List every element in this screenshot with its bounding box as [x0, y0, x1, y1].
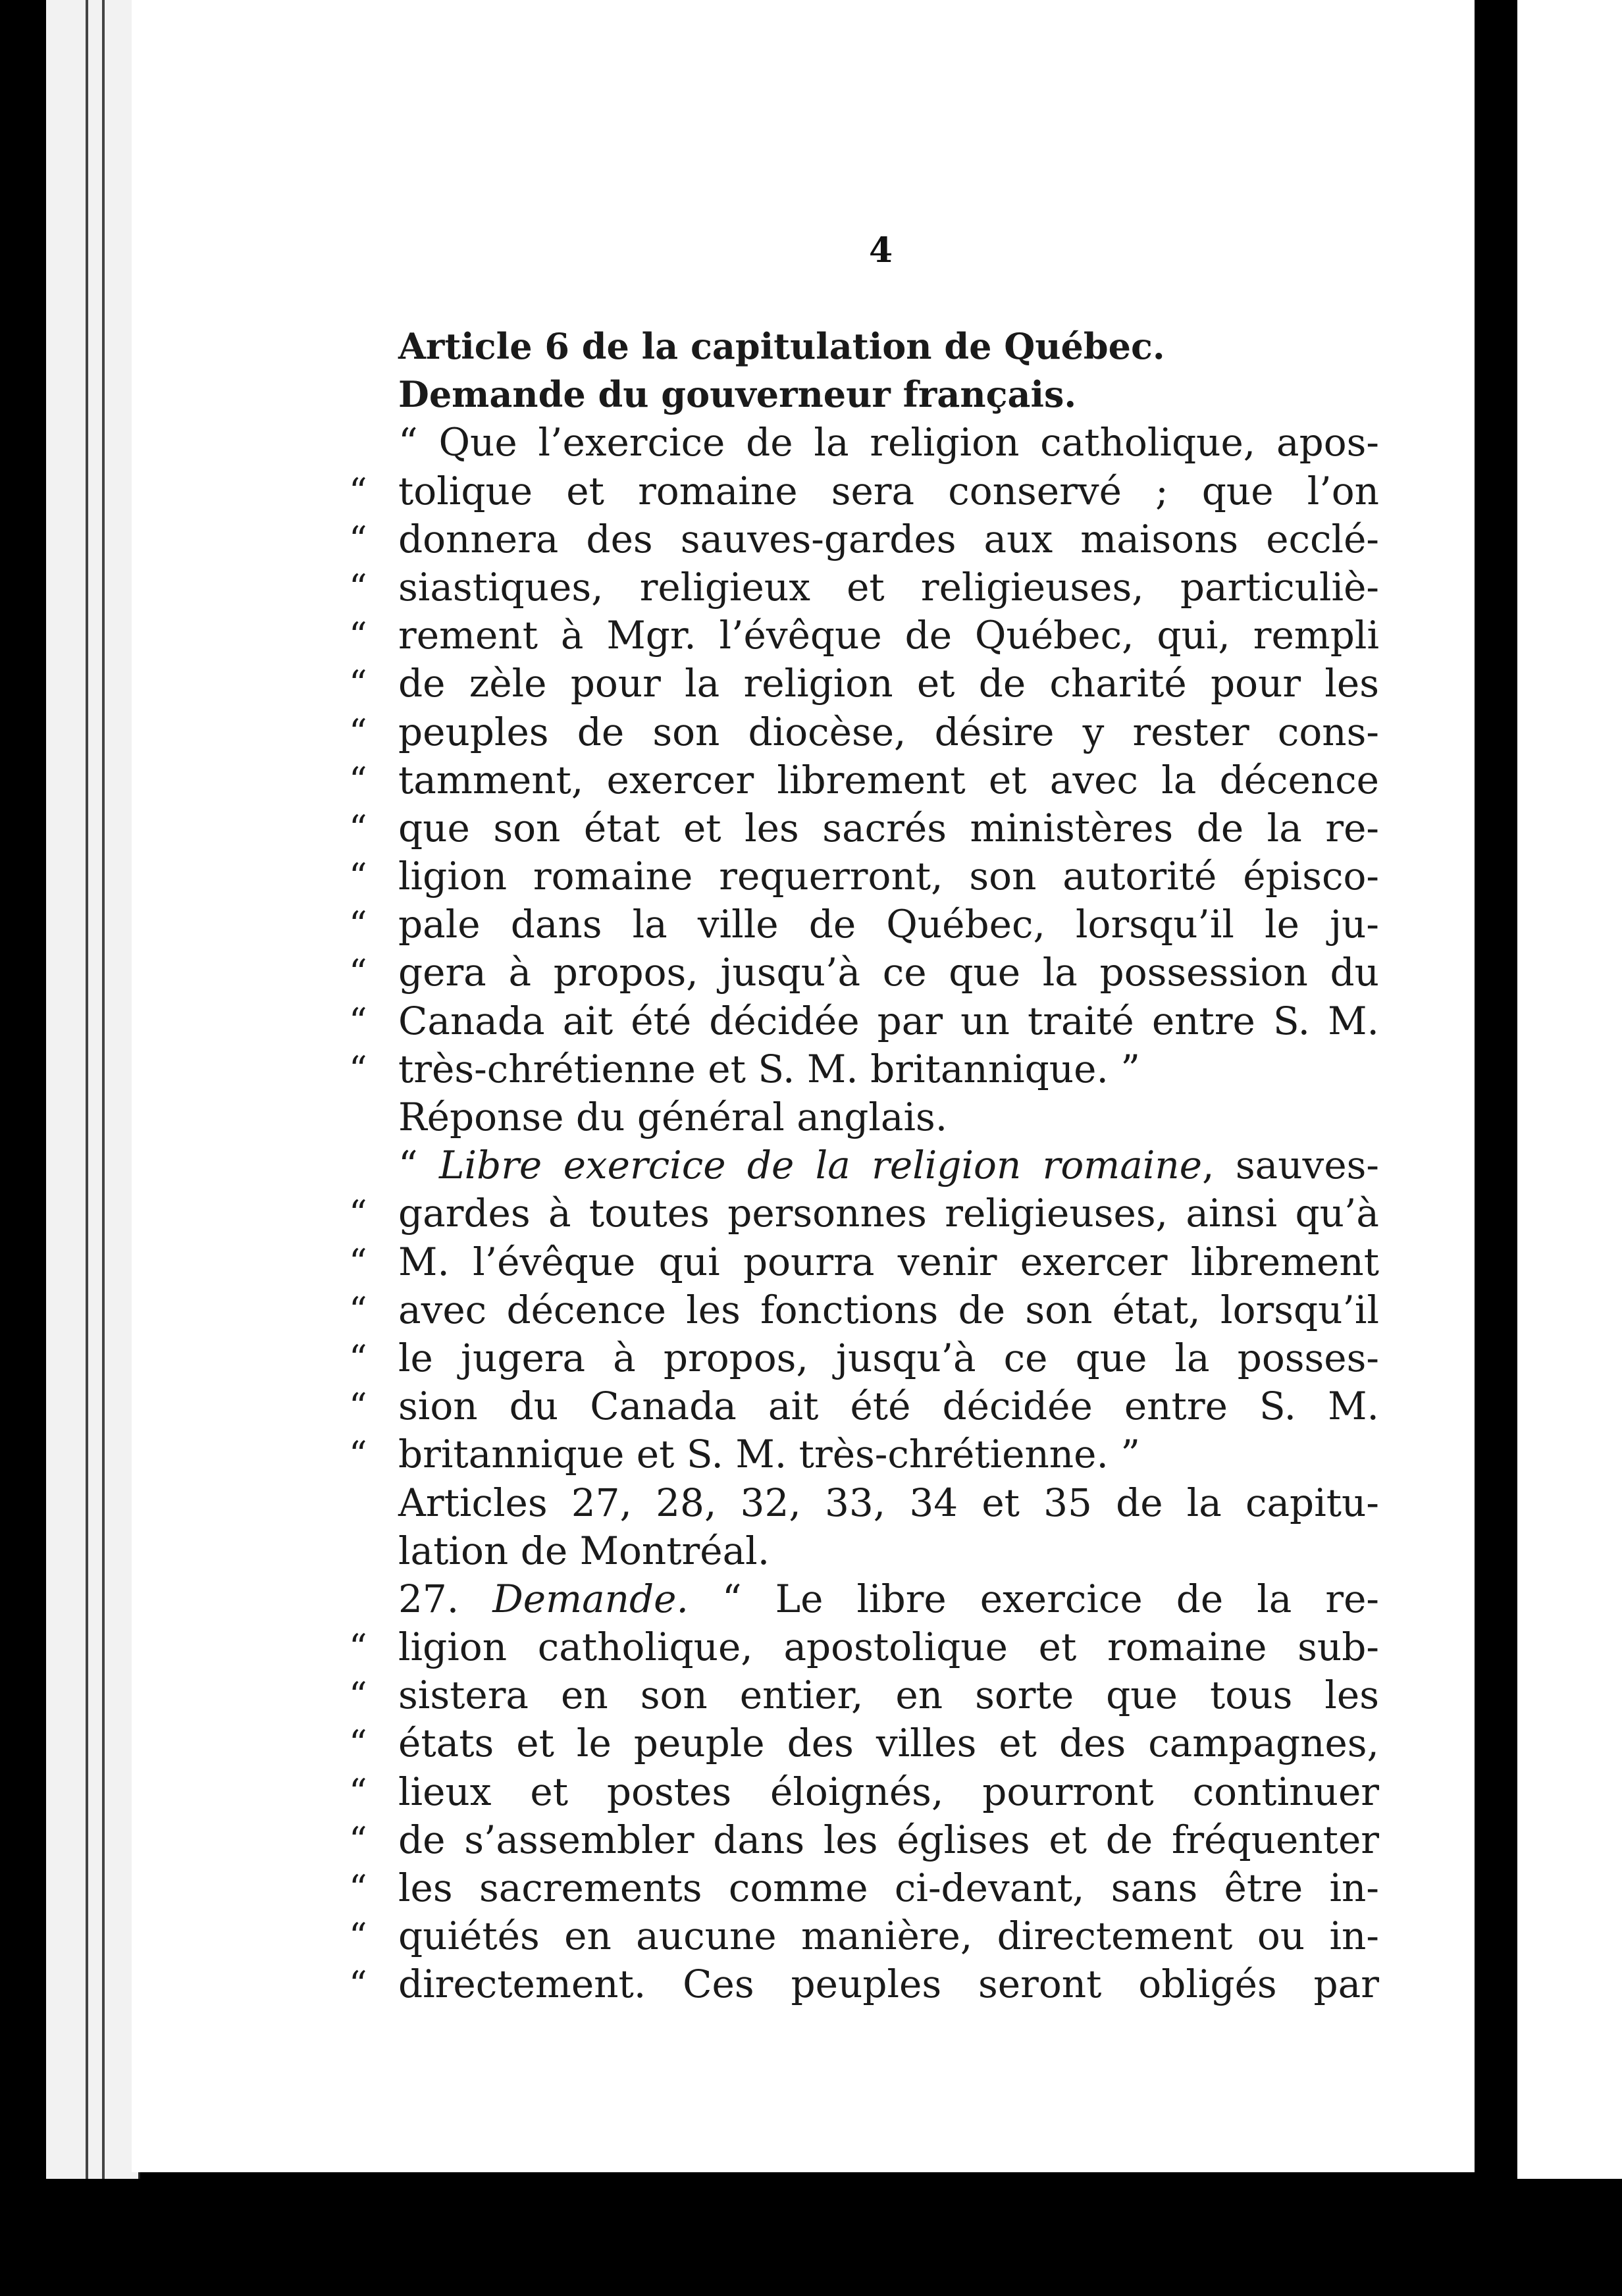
text-line	[398, 323, 1379, 371]
text-line	[398, 1575, 1379, 1623]
text-line	[349, 660, 1379, 708]
text-line	[349, 1430, 1379, 1478]
facing-page-edge	[1498, 0, 1622, 2296]
continuation-quote-mark: “	[349, 904, 367, 946]
text-line	[349, 852, 1379, 900]
line-text: siastiques, religieux et religieuses, particuliè-	[398, 564, 1379, 610]
text-line	[349, 804, 1379, 852]
continuation-quote-mark: “	[349, 856, 367, 898]
line-text: donnera des sauves-gardes aux maisons ecclé-	[398, 516, 1379, 561]
text-line	[349, 1719, 1379, 1767]
text-line	[349, 1816, 1379, 1864]
continuation-quote-mark: “	[349, 566, 367, 608]
text-line	[398, 371, 1379, 419]
text-line	[349, 1189, 1379, 1238]
scan-bottom-margin	[0, 2179, 1622, 2296]
line-text: 27. Demande. “ Le libre exercice de la re-	[398, 1576, 1379, 1621]
text-line	[349, 1864, 1379, 1912]
text-line	[349, 1334, 1379, 1382]
line-text: directement. Ces peuples seront obligés par	[398, 1962, 1379, 2007]
text-line	[349, 1623, 1379, 1671]
continuation-quote-mark: “	[349, 1434, 367, 1476]
italic-phrase: Demande.	[492, 1576, 689, 1621]
line-text: de zèle pour la religion et de charité pour les	[398, 661, 1379, 706]
text-line	[349, 563, 1379, 612]
line-text: Article 6 de la capitulation de Québec.	[398, 325, 1165, 367]
line-text: états et le peuple des villes et des campagnes,	[398, 1721, 1379, 1766]
line-text: Articles 27, 28, 32, 33, 34 et 35 de la capitu-	[398, 1480, 1379, 1525]
continuation-quote-mark: “	[349, 1771, 367, 1813]
continuation-quote-mark: “	[349, 1289, 367, 1331]
line-text: lation de Montréal.	[398, 1528, 770, 1573]
continuation-quote-mark: “	[349, 1337, 367, 1379]
text-line	[349, 467, 1379, 515]
text-line	[349, 708, 1379, 756]
text-line	[349, 1768, 1379, 1816]
binding-rule	[86, 0, 88, 2179]
text-line	[349, 949, 1379, 997]
line-text: sion du Canada ait été décidée entre S. M.	[398, 1384, 1379, 1429]
line-text: “ Libre exercice de la religion romaine, sauves-	[398, 1143, 1380, 1188]
continuation-quote-mark: “	[349, 1723, 367, 1765]
continuation-quote-mark: “	[349, 1000, 367, 1042]
continuation-quote-mark: “	[349, 1819, 367, 1861]
text-line	[349, 1912, 1379, 1960]
text-line	[349, 1671, 1379, 1719]
line-text: tamment, exercer librement et avec la décence	[398, 757, 1379, 802]
continuation-quote-mark: “	[349, 1627, 367, 1669]
continuation-quote-mark: “	[349, 470, 367, 512]
text-line	[398, 1527, 1379, 1575]
text-line	[398, 1479, 1379, 1527]
line-text: lieux et postes éloignés, pourront continuer	[398, 1769, 1379, 1814]
text-line	[349, 1286, 1379, 1334]
line-text: ligion catholique, apostolique et romaine sub-	[398, 1625, 1379, 1670]
line-text: ligion romaine requerront, son autorité épisco-	[398, 854, 1379, 899]
text-line	[349, 756, 1379, 804]
text-line	[349, 515, 1379, 563]
line-text: avec décence les fonctions de son état, lorsqu’il	[398, 1287, 1379, 1332]
body-text	[349, 323, 1380, 2009]
line-text: de s’assembler dans les églises et de fréquenter	[398, 1817, 1379, 1862]
continuation-quote-mark: “	[349, 1916, 367, 1958]
line-text: pale dans la ville de Québec, lorsqu’il le ju-	[398, 902, 1379, 947]
continuation-quote-mark: “	[349, 807, 367, 849]
text-line	[349, 997, 1379, 1045]
text-line	[398, 1141, 1379, 1189]
adjacent-leaf-edge	[46, 0, 140, 2179]
text-line	[349, 1238, 1379, 1286]
line-text: très-chrétienne et S. M. britannique. ”	[398, 1046, 1141, 1091]
line-text: que son état et les sacrés ministères de la re-	[398, 805, 1379, 850]
line-text: Canada ait été décidée par un traité entre S. M.	[398, 998, 1379, 1043]
line-text: rement à Mgr. l’évêque de Québec, qui, rempli	[398, 613, 1379, 658]
line-text: gardes à toutes personnes religieuses, ainsi qu’à	[398, 1191, 1379, 1236]
line-text: “ Que l’exercice de la religion catholique, apos-	[398, 420, 1379, 465]
line-text: quiétés en aucune manière, directement ou in-	[398, 1914, 1379, 1959]
continuation-quote-mark: “	[349, 615, 367, 657]
continuation-quote-mark: “	[349, 1193, 367, 1235]
line-text: Réponse du général anglais.	[398, 1095, 948, 1139]
text-line	[349, 612, 1379, 660]
line-text: britannique et S. M. très-chrétienne. ”	[398, 1432, 1141, 1477]
line-text: peuples de son diocèse, désire y rester cons-	[398, 709, 1379, 754]
continuation-quote-mark: “	[349, 1964, 367, 2006]
continuation-quote-mark: “	[349, 759, 367, 801]
italic-phrase: Libre exercice de la religion romaine	[439, 1143, 1203, 1188]
continuation-quote-mark: “	[349, 518, 367, 560]
text-line	[349, 1045, 1379, 1093]
text-line	[349, 900, 1379, 949]
binding-rule	[102, 0, 105, 2179]
text-line	[398, 419, 1379, 467]
line-text: gera à propos, jusqu’à ce que la possession du	[398, 950, 1379, 995]
continuation-quote-mark: “	[349, 663, 367, 705]
page-number: 4	[869, 230, 893, 271]
continuation-quote-mark: “	[349, 1386, 367, 1428]
continuation-quote-mark: “	[349, 711, 367, 753]
line-text: M. l’évêque qui pourra venir exercer librement	[398, 1239, 1379, 1284]
continuation-quote-mark: “	[349, 1867, 367, 1909]
line-text: sistera en son entier, en sorte que tous les	[398, 1673, 1379, 1718]
line-text: les sacrements comme ci-devant, sans être in-	[398, 1866, 1379, 1910]
continuation-quote-mark: “	[349, 1675, 367, 1717]
line-text: le jugera à propos, jusqu’à ce que la posses-	[398, 1335, 1379, 1380]
text-line	[398, 1093, 1379, 1141]
line-text: tolique et romaine sera conservé ; que l’on	[398, 468, 1379, 513]
continuation-quote-mark: “	[349, 1048, 367, 1090]
text-line	[349, 1960, 1379, 2008]
continuation-quote-mark: “	[349, 1241, 367, 1283]
continuation-quote-mark: “	[349, 952, 367, 994]
text-line	[349, 1382, 1379, 1430]
line-text: Demande du gouverneur français.	[398, 373, 1077, 416]
